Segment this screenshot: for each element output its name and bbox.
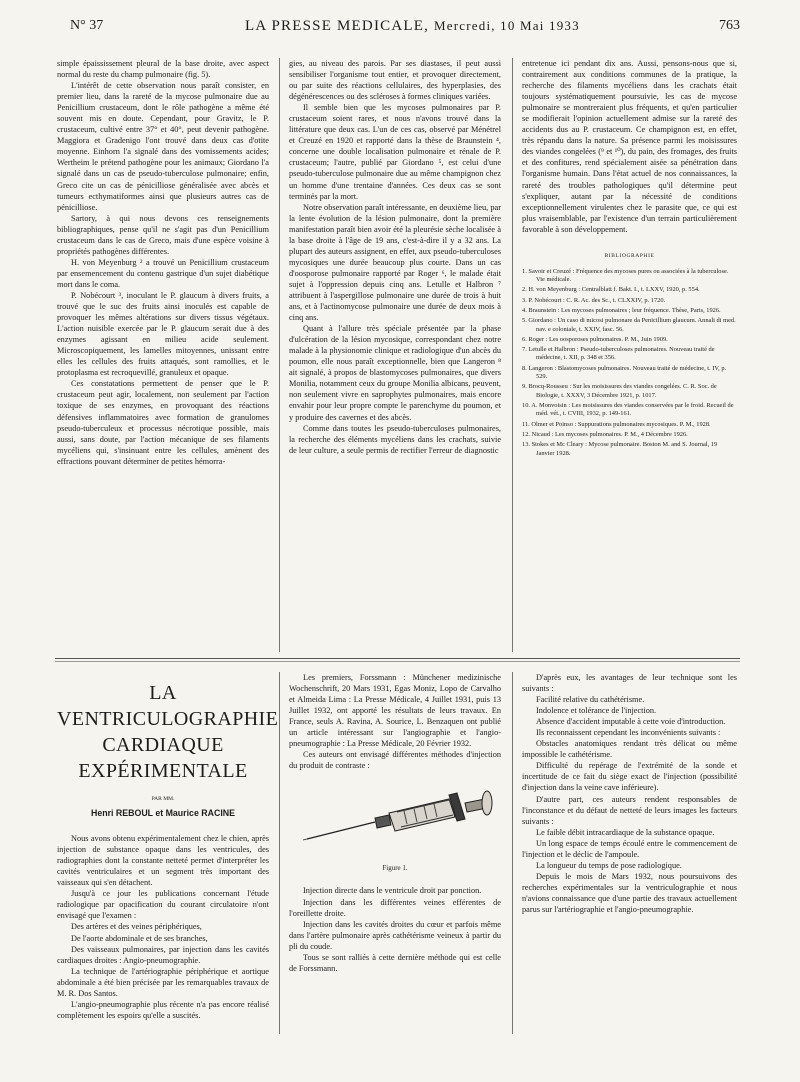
reference-item: 1. Savoir et Creuzé : Fréquence des mycoses pures ou associées à la tuberculose. Vie médicale. (522, 267, 729, 284)
paragraph: Jusqu'à ce jour les publications concernant l'étude radiologique par opacification du courant circulatoire n'ont envisagé que l'examen : (57, 889, 269, 921)
paragraph: Le faible débit intracardiaque de la substance opaque. (536, 827, 715, 837)
paragraph: Injection dans les cavités droites du cœur et parfois même dans l'artère pulmonaire après cathétérisme veineux à partir du pli du coude. (289, 919, 501, 951)
paragraph: simple épaississement pleural de la base droite, avec aspect normal du reste du champ pulmonaire (fig. 5). (57, 59, 269, 80)
top-column-2 (289, 58, 501, 456)
section-rule (55, 661, 740, 662)
bibliography-list (522, 268, 737, 458)
paragraph: Notre observation paraît intéressante, en deuxième lieu, par la lente évolution de la lésion pulmonaire, dont la première manifestation paraît bien avoir été la pleurésie sèche localisée à la base droite à l'âge de 19 ans, c'est-à-dire il y a 32 ans. La plupart des auteurs assignent, en effet, aux pseudo-tuberculoses mycosiques une durée beaucoup plus courte. Dans un cas d'oosporose pulmonaire rapporté par Roger ⁶, le malade était sujet à l'oppression depuis cinq ans. Letulle et Halbron ⁷ attribuent à l'aspergillose pulmonaire une durée de trois à huit ans, et à l'actinomycose pulmonaire une durée de deux mois à cinq ans. (289, 202, 501, 323)
reference-item: 11. Olmer et Poinso : Suppurations pulmonaires mycosiques. P. M., 1928. (522, 420, 711, 428)
paragraph: Difficulté du repérage de l'extrémité de la sonde et incertitude de ce fait du siège exact de l'injection (possibilité d'injection dans la veine cave inférieure). (522, 761, 737, 793)
reference-item: 8. Langeron : Blastomycoses pulmonaires. Nouveau traité de médecine, t. IV, p. 529. (522, 364, 727, 381)
reference-item: 2. H. von Meyenburg : Centralblatt f. Bakt. I., t. LXXV, 1920, p. 554. (522, 286, 700, 294)
paragraph: La longueur du temps de pose radiologique. (536, 860, 682, 870)
paragraph: Un long espace de temps écoulé entre le commencement de l'injection et le déclic de l'ampoule. (522, 838, 737, 859)
reference-item: 10. A. Monvoisin : Les moisissures des viandes conservées par le froid. Recueil de méd. vét., t. CVIII, 1932, p. 149-161. (522, 401, 734, 418)
article-column-2 (289, 672, 501, 974)
paragraph: Injection directe dans le ventricule droit par ponction. (303, 886, 482, 896)
paragraph: Des vaisseaux pulmonaires, par injection dans les cavités cardiaques droites : Angio-pneumographie. (57, 944, 269, 965)
article-authors: Henri REBOUL et Maurice RACINE (90, 808, 236, 819)
paragraph: Facilité relative du cathétérisme. (536, 695, 645, 705)
reference-item: 4. Braunstein : Les mycoses pulmonaires ; leur fréquence. Thèse, Paris, 1926. (522, 306, 721, 314)
top-column-1 (57, 58, 269, 467)
paragraph: D'autre part, ces auteurs rendent responsables de l'inconstance et du défaut de netteté de leurs images les facteurs suivants : (522, 794, 737, 826)
syringe-illustration (289, 775, 501, 861)
column-divider (279, 58, 280, 652)
paragraph: Sartory, à qui nous devons ces renseignements bibliographiques, pense qu'il ne s'agit pas d'un Penicillium crustaceum dans le cas de Greco, mais d'une espèce voisine à propriétés pathogènes différentes. (57, 213, 269, 256)
paragraph: Ces constatations permettent de penser que le P. crustaceum peut agir, localement, non seulement par l'action toxique de ses enzymes, en provoquant des réactions défensives inflammatoires avec formation de granulomes pseudo-tuberculeux et processus nécrotique possible, mais aussi, sans doute, par l'action mécanique de ses filaments mycéliens qui, s'insinuant entre les cellules, amènent des effractions pouvant déterminer de petites hémorra- (57, 379, 269, 466)
column-divider (512, 672, 513, 1034)
paragraph: Quant à l'allure très spéciale présentée par la phase d'ulcération de la lésion mycosique, correspondant chez notre malade à la physionomie clinique et radiologique d'un abcès du poumon, elle nous paraît exceptionnelle, bien que Langeron ⁸ ait signalé, à propos de blastomycoses pulmonaires, que divers Monilia, notamment ceux du groupe Monilia albicans, peuvent, non seulement vivre en saprophytes pulmonaires, mais encore envahir pour leur propre compte le parenchyme du poumon, et y produire des cavernes et des abcès. (289, 324, 501, 422)
article-title (57, 680, 279, 784)
paragraph: L'angio-pneumographie plus récente n'a pas encore réalisé complètement les espoirs qu'elle a suscités. (57, 999, 269, 1020)
journal-title (245, 18, 580, 35)
paragraph: L'intérêt de cette observation nous paraît consister, en premier lieu, dans la rareté de la mycose pulmonaire due au Penicillium crustaceum, dont le rôle pathogène a même été souvent mis en doute. Cependant, pour Gravitz, le P. crustaceum, cultivé entre 37° et 40°, peut devenir pathogène. Maggiora et Gradenigo l'ont trouvé dans deux cas d'otite moyenne. Einhorn l'a signalé dans des vomissements acides; Wertheim le prétend pathogène pour les animaux; Giordano l'a signalé dans un cas de pseudo-tuberculose pulmonaire; enfin, Greco cite un cas de pénicilliose généralisée avec abcès et tumeurs ecthymatiformes ainsi que plusieurs autres cas de pénicilliose. (57, 81, 269, 212)
paragraph: Ils reconnaissent cependant les inconvénients suivants : (536, 728, 721, 738)
paragraph: Depuis le mois de Mars 1932, nous poursuivons des recherches expérimentales sur la ventriculographie et nous n'avions connaissance que d'une partie des travaux actuellement parus sur l'artériographie et l'angio-pneumographie. (522, 871, 737, 914)
byline-prefix: PAR MM. (151, 796, 175, 802)
paragraph: gies, au niveau des parois. Par ses diastases, il peut aussi sensibiliser l'organisme tout entier, et provoquer directement, ou par suite des réactions cellulaires, des hyperplasies, des dégénérescences ou des scléroses à formes cliniques variées. (289, 59, 501, 102)
reference-item: 3. P. Nobécourt : C. R. Ac. des Sc., t. CLXXIV, p. 1720. (522, 296, 666, 304)
reference-item: 6. Roger : Les oosporoses pulmonaires. P. M., Juin 1909. (522, 335, 668, 343)
article-column-3 (522, 672, 737, 915)
paragraph: Absence d'accident imputable à cette voie d'introduction. (536, 717, 726, 727)
paragraph: Obstacles anatomiques rendant très délicat ou même impossible le cathétérisme. (522, 739, 737, 760)
issue-number: N° 37 (70, 18, 104, 33)
reference-item: 12. Nicaud : Les mycoses pulmonaires. P. M., 4 Décembre 1926. (522, 430, 688, 438)
paragraph: entretenue ici pendant dix ans. Aussi, pensons-nous que si, contrairement aux conditions communes de la pratique, la recherche des filaments mycéliens dans les crachats était toujours systématiquement poursuivie, les cas de mycose pulmonaire se montreraient plus fréquents, et qu'en particulier se modifierait l'opinion actuellement admise sur la rareté des accidents dus au P. crustaceum. Ce champignon est, en effet, très répandu dans la nature. Sa présence parmi les moisissures des viandes congelées (⁹ et ¹⁰), du pain, des fromages, des fruits et des confitures, rend spécialement aisée sa pénétration dans l'organisme humain. Dans l'état actuel de nos connaissances, la rareté des troubles pathologiques qu'il détermine peut s'expliquer, autant par la nécessité de conditions exceptionnellement virulentes chez le parasite que, ce qui est plus vraisemblable, par l'existence d'un terrain particulièrement favorable à son développement. (522, 59, 737, 234)
paragraph: H. von Meyenburg ² a trouvé un Penicillium crustaceum par ensemencement du contenu gastrique d'un sujet diabétique mort dans le coma. (57, 257, 269, 289)
paragraph: Des artères et des veines périphériques, (71, 922, 202, 932)
paragraph: Injection dans les différentes veines efférentes de l'oreillette droite. (289, 897, 501, 918)
reference-item: 7. Letulle et Halbron : Pseudo-tuberculoses pulmonaires. Nouveau traité de médecine, t. XII, p. 348 et 356. (522, 345, 715, 362)
figure-1 (289, 775, 501, 861)
paragraph: D'après eux, les avantages de leur technique sont les suivants : (522, 673, 737, 694)
page-header (70, 18, 740, 38)
figure-caption: Figure 1. (382, 864, 408, 873)
page-number: 763 (719, 18, 740, 33)
article-column-1 (57, 672, 279, 1021)
paragraph: Ces auteurs ont envisagé différentes méthodes d'injection du produit de contraste : (289, 750, 501, 771)
paragraph: Indolence et tolérance de l'injection. (536, 706, 657, 716)
issue-date: Mercredi, 10 Mai 1933 (434, 18, 580, 33)
section-rule (55, 658, 740, 659)
column-divider (512, 58, 513, 652)
paragraph: Nous avons obtenu expérimentalement chez le chien, après injection de substance opaque dans les ventricules, des radiographies dont la constante netteté permet d'interpréter les cavités ventriculaires et un segment très important des vaisseaux qui s'en détachent. (57, 834, 269, 888)
article-title-line: CARDIAQUE EXPÉRIMENTALE (78, 734, 248, 782)
bibliography-heading: BIBLIOGRAPHIE (604, 252, 655, 259)
column-divider (279, 672, 280, 1034)
paragraph: Comme dans toutes les pseudo-tuberculoses pulmonaires, la recherche des éléments mycéliens dans les crachats, suivie de leur culture, a seule permis de rectifier l'erreur de diagnostic (289, 423, 501, 455)
paragraph: De l'aorte abdominale et de ses branches, (71, 933, 208, 943)
paragraph: Tous se sont ralliés à cette dernière méthode qui est celle de Forssmann. (289, 952, 501, 973)
top-column-3 (522, 58, 737, 460)
paragraph: Les premiers, Forssmann : Münchener medizinische Wochenschrift, 20 Mars 1931, Egas Moniz, Lopo de Carvalho et Almeida Lima : La Presse Médicale, 4 Juillet 1931, puis 13 Juillet 1932, ont apporté les résultats de leurs travaux. En France, seuls A. Ravina, A. Sourice, L. Benzaquen ont publié un article intéressant sur l'angiographie et l'angio-pneumographie : La Presse Médicale, 20 Février 1932. (289, 673, 501, 749)
paragraph: La technique de l'artériographie périphérique et aortique abdominale a été bien précisée par les remarquables travaux de M. R. Dos Santos. (57, 966, 269, 998)
article-title-line: LA VENTRICULOGRAPHIE (57, 682, 279, 730)
reference-item: 5. Giordano : Un caso di micosi pulmonare da Penicillium glaucum. Annali di med. nav. e coloniale, t. XXIV, fasc. 56. (522, 317, 736, 333)
reference-item: 13. Stokes et Mc Cleary : Mycose pulmonaire. Boston M. and S. Journal, 19 Janvier 1928. (522, 441, 718, 457)
journal-name: LA PRESSE MEDICALE, (245, 18, 430, 34)
paragraph: P. Nobécourt ³, inoculant le P. glaucum à divers fruits, a trouvé que le suc des fruits ainsi inoculés est capable de provoquer les mêmes altérations sur divers tissus végétaux. L'action nuisible exercée par le P. glaucum serait due à des enzymes agissant en milieu acide seulement. Microscopiquement, les lamelles mitoyennes, unissant entre elles les cellules des fruits attaqués, sont ramollies, et le protoplasma est recroquevillé, granuleux et opaque. (57, 290, 269, 378)
paragraph: Il semble bien que les mycoses pulmonaires par P. crustaceum soient rares, et nous n'avons trouvé dans la littérature que deux cas. L'un de ces cas, observé par Ménétrel et Creuzé en 1920 et rapporté dans la thèse de Braunstein ⁴, concerne une double localisation pulmonaire et rénale de P. crustaceum; l'autre, publié par Giordano ⁵, est celui d'une pseudo-tuberculose pulmonaire due au même champignon chez un homme d'une trentaine d'années. Ces deux cas se sont terminés par la mort. (289, 103, 501, 201)
reference-item: 9. Brocq-Rousseu : Sur les moisissures des viandes congelées. C. R. Soc. de Biologie, t. XXXV, 3 Décembre 1921, p. 1017. (522, 383, 717, 399)
